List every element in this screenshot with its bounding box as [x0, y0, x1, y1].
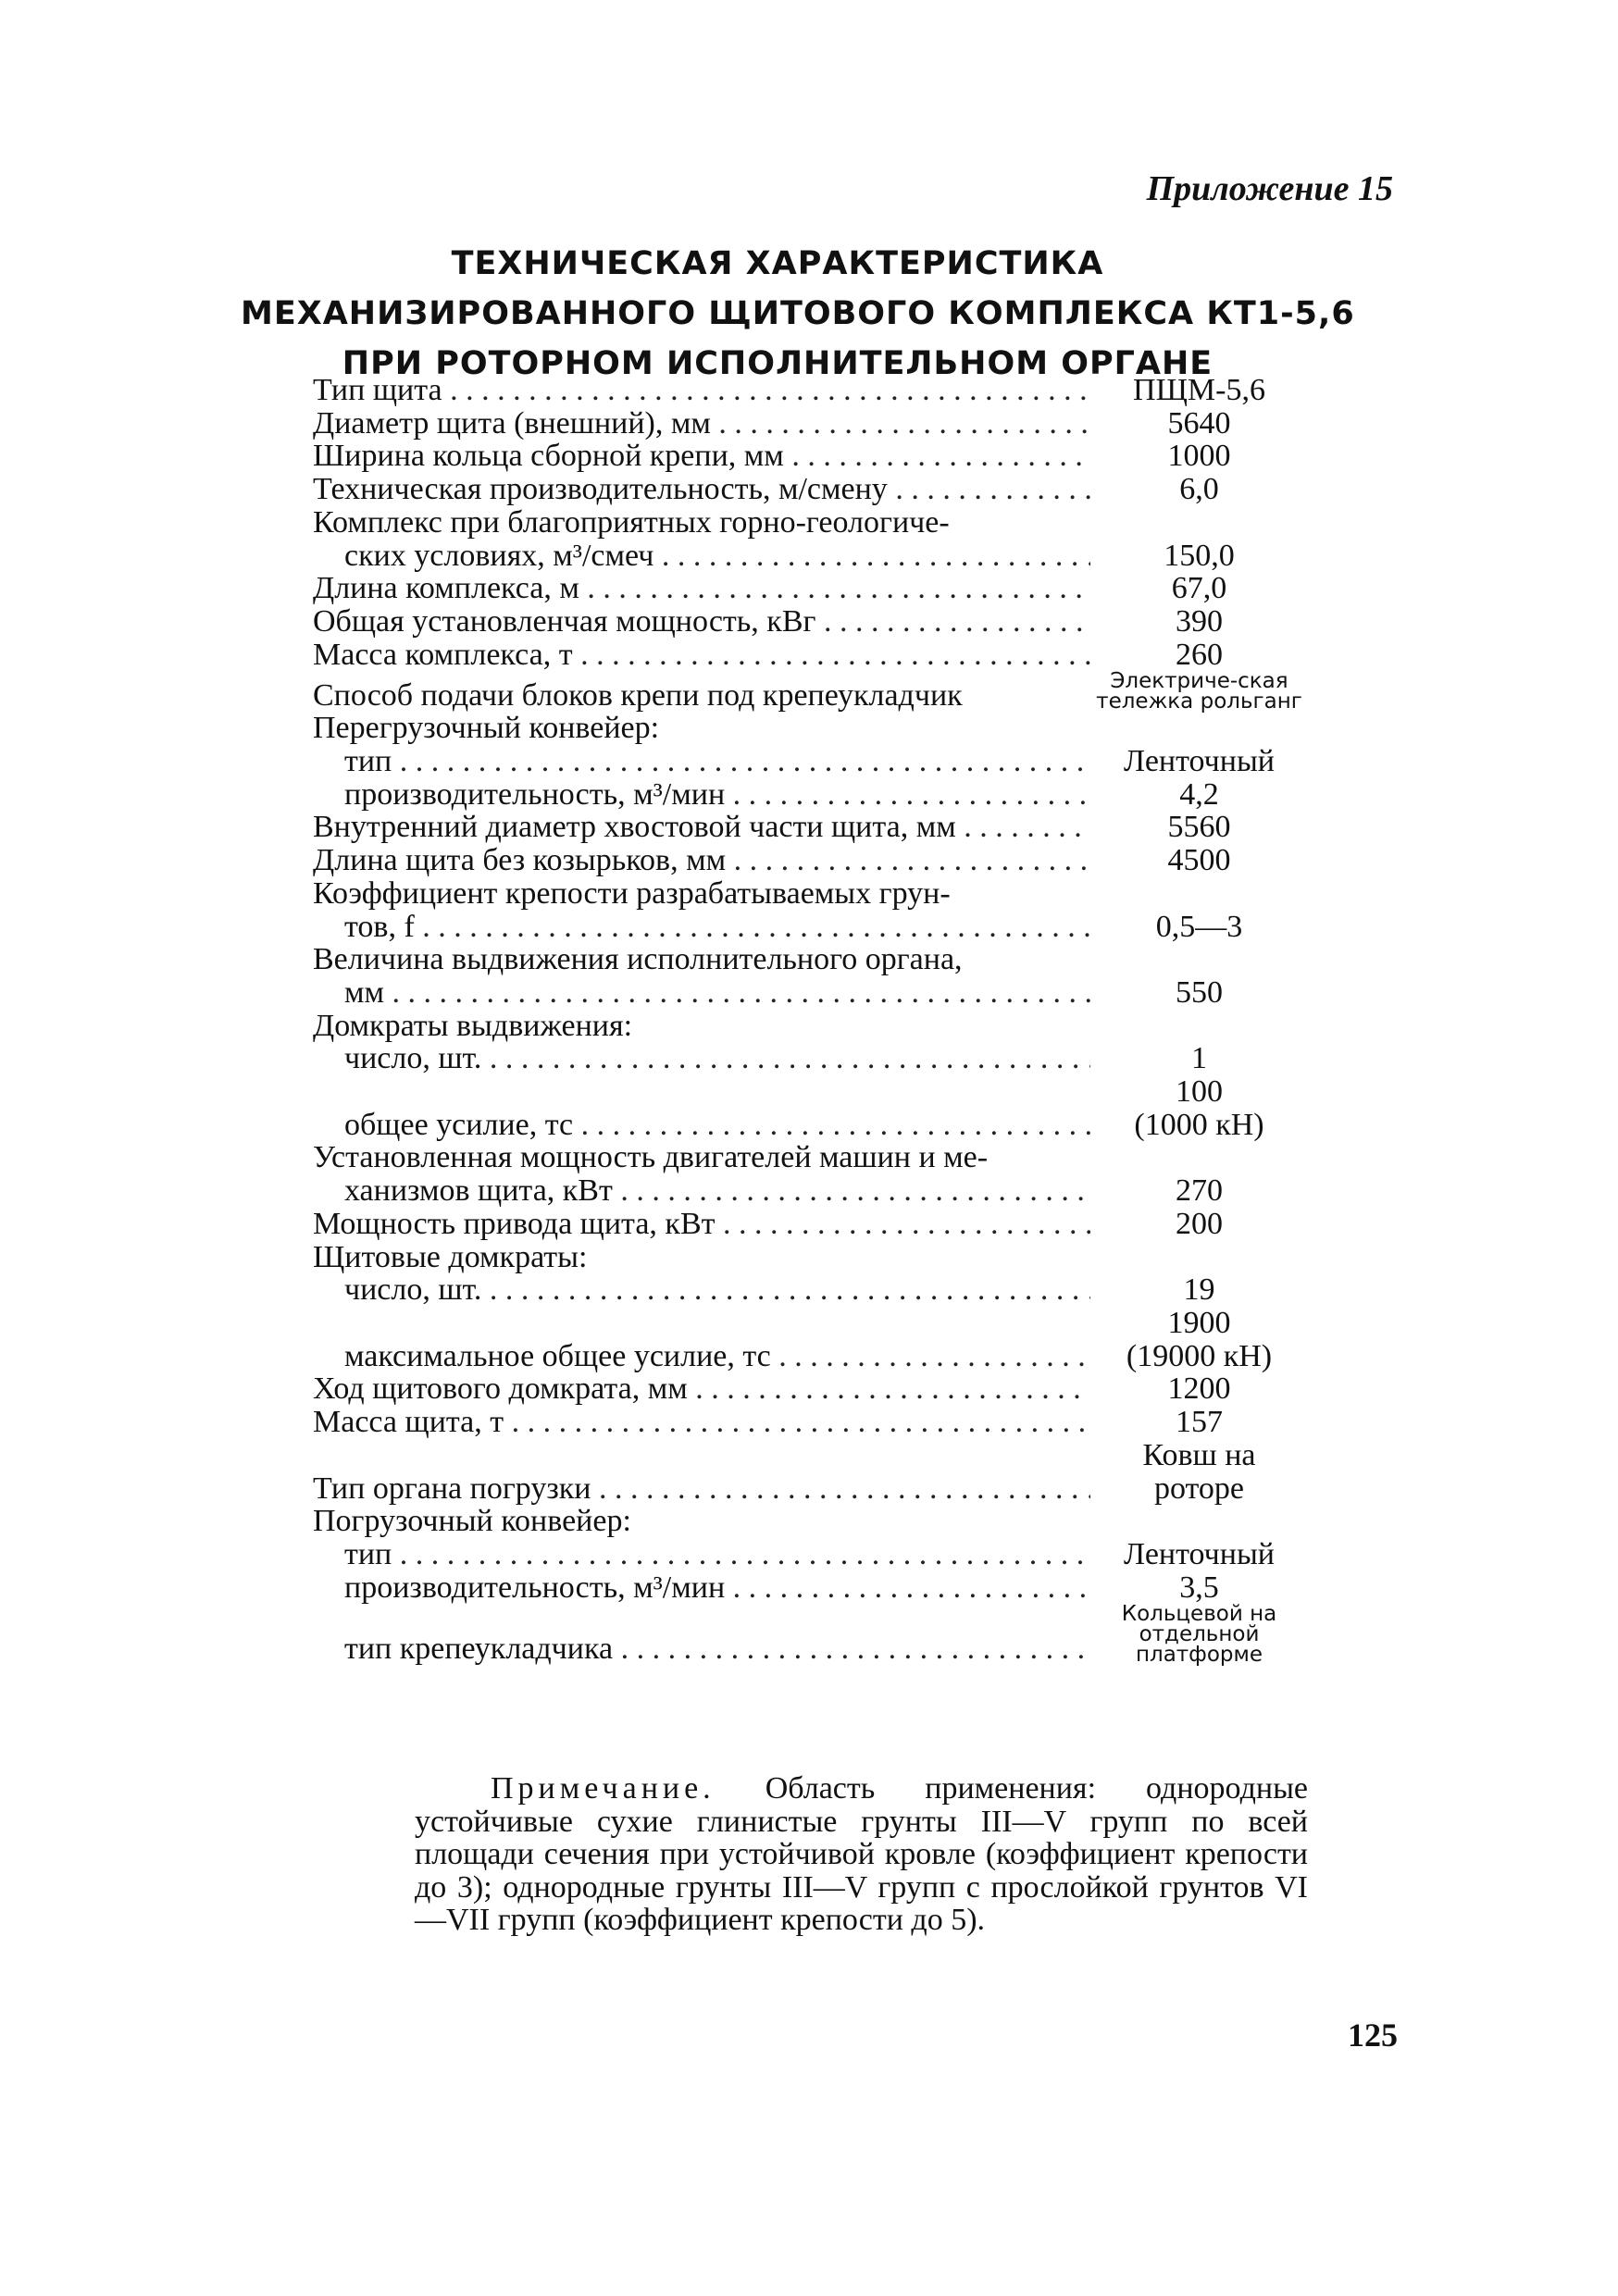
spec-value: 4,2 [1179, 776, 1219, 812]
spec-value [1090, 1075, 1308, 1141]
spec-row-transfer-conveyor-type [313, 745, 1308, 778]
spec-label: тип [344, 745, 392, 778]
spec-row-extension-cont [313, 976, 1308, 1010]
spec-label: Ход щитового домкрата, мм [313, 1372, 688, 1407]
spec-value: ПЩМ-5,6 [1133, 373, 1265, 407]
spec-value: 3,5 [1179, 1570, 1219, 1605]
spec-row-extension [313, 943, 1308, 976]
spec-label: Коэффициент крепости разрабатываемых грун- [313, 876, 951, 911]
spec-label: Длина щита без козырьков, мм [313, 844, 727, 877]
spec-value: 4500 [1167, 843, 1231, 878]
spec-row-loading-organ [313, 1439, 1308, 1505]
spec-row-extension-jacks-force [313, 1075, 1308, 1141]
note-paragraph [415, 1772, 1308, 1937]
spec-row-extension-jacks [313, 1010, 1308, 1043]
spec-value: Электриче-ская тележка рольганг [1096, 669, 1302, 714]
spec-row-erector-type [313, 1602, 1308, 1668]
spec-label: Тип щита [313, 374, 442, 407]
spec-row-strength-coef [313, 877, 1308, 911]
spec-value: 270 [1176, 1173, 1223, 1209]
spec-value-bottom: роторе [1153, 1471, 1245, 1506]
spec-value: 150,0 [1164, 538, 1235, 573]
spec-label: тов, f [344, 910, 415, 944]
spec-value-bottom: (1000 кН) [1134, 1107, 1264, 1142]
spec-row-extension-jacks-count [313, 1042, 1308, 1075]
spec-row-block-supply [313, 671, 1308, 712]
spec-label: производительность, м³/мин [344, 777, 726, 812]
spec-row-jack-stroke [313, 1372, 1308, 1406]
spec-row-strength-coef-cont [313, 911, 1308, 944]
spec-value: 1 [1191, 1041, 1207, 1076]
spec-row-loading-conveyor-productivity [313, 1571, 1308, 1605]
spec-value-bottom: (19000 кН) [1126, 1338, 1273, 1373]
spec-value: 260 [1176, 637, 1223, 672]
spec-row-shield-type [313, 374, 1308, 407]
spec-value: 1000 [1167, 439, 1231, 474]
spec-label: общее усилие, тс [344, 1108, 574, 1142]
spec-list [313, 373, 1308, 1668]
spec-value: 1200 [1167, 1371, 1231, 1407]
spec-row-motor-power-cont [313, 1174, 1308, 1208]
spec-row-complex-length [313, 572, 1308, 605]
spec-row-loading-conveyor [313, 1505, 1308, 1538]
spec-label: Способ подачи блоков крепи под крепеукладчик [313, 678, 963, 713]
spec-value [1090, 1439, 1308, 1505]
spec-row-complex-conditions [313, 506, 1308, 540]
spec-label: Домкраты выдвижения: [313, 1009, 633, 1043]
spec-value: 157 [1176, 1405, 1223, 1440]
spec-row-installed-power [313, 605, 1308, 639]
spec-value: Ленточный [1124, 1536, 1275, 1571]
spec-value-top: Ковш на [1142, 1437, 1256, 1472]
note-text: Область применения: однородные устойчивые сухие глинистые грунты III—V групп по всей площади сечения при устойчивой кровле (коэффициент крепости до 3); однородные грунты III—V групп с прослойкой грунтов VI—VII групп (коэффициент крепости до 5). [415, 1771, 1309, 1937]
spec-row-shield-mass [313, 1406, 1308, 1439]
spec-row-motor-power [313, 1141, 1308, 1174]
title-line-2: МЕХАНИЗИРОВАННОГО ЩИТОВОГО КОМПЛЕКСА КТ1-5,6 [241, 295, 1355, 332]
spec-value: 0,5—3 [1155, 909, 1243, 944]
spec-label: производительность, м³/мин [344, 1570, 726, 1605]
spec-label: число, шт. [344, 1273, 482, 1307]
spec-value: 67,0 [1171, 571, 1227, 606]
spec-row-transfer-conveyor [313, 712, 1308, 745]
spec-label: Техническая производительность, м/смену [313, 473, 888, 506]
spec-row-shield-jacks-count [313, 1273, 1308, 1307]
spec-label: Диаметр щита (внешний), мм [313, 406, 711, 441]
spec-value [1090, 1307, 1308, 1372]
spec-row-ring-width [313, 440, 1308, 473]
note-heading: Примечание. [491, 1771, 716, 1806]
title-line-3: ПРИ РОТОРНОМ ИСПОЛНИТЕЛЬНОМ ОРГАНЕ [342, 345, 1214, 382]
spec-label: Перегрузочный конвейер: [313, 712, 660, 746]
spec-value-top: 1900 [1167, 1305, 1231, 1340]
spec-label: тип [344, 1537, 392, 1571]
title-line-1: ТЕХНИЧЕСКАЯ ХАРАКТЕРИСТИКА [451, 245, 1104, 282]
spec-row-inner-diameter [313, 811, 1308, 844]
spec-row-shield-jacks [313, 1241, 1308, 1274]
spec-row-complex-conditions-cont [313, 540, 1308, 573]
spec-label: Масса комплекса, т [313, 638, 573, 672]
spec-row-shield-jacks-force [313, 1307, 1308, 1372]
spec-row-loading-conveyor-type [313, 1538, 1308, 1571]
spec-row-productivity [313, 473, 1308, 506]
spec-label: Величина выдвижения исполнительного органа, [313, 943, 963, 976]
spec-label: Тип органа погрузки [313, 1471, 591, 1506]
spec-label: ханизмов щита, кВт [344, 1174, 613, 1208]
spec-value: Ленточный [1124, 744, 1275, 779]
spec-value: 19 [1183, 1272, 1215, 1308]
spec-row-transfer-conveyor-productivity [313, 778, 1308, 812]
document-title [241, 239, 1355, 389]
spec-value: 550 [1176, 974, 1223, 1010]
spec-value-top: 100 [1176, 1074, 1223, 1110]
spec-value: 6,0 [1179, 472, 1219, 507]
spec-label: тип крепеукладчика [344, 1632, 614, 1666]
spec-label: мм [344, 975, 385, 1010]
spec-row-drive-power [313, 1208, 1308, 1241]
spec-label: Погрузочный конвейер: [313, 1505, 631, 1538]
spec-value: 5640 [1167, 405, 1231, 441]
spec-label: Внутренний диаметр хвостовой части щита, мм [313, 811, 956, 845]
spec-value: 390 [1176, 603, 1223, 639]
spec-label: Мощность привода щита, кВт [313, 1207, 716, 1241]
spec-row-shield-length [313, 844, 1308, 877]
spec-value: 200 [1176, 1206, 1223, 1241]
page-number: 125 [1348, 2017, 1398, 2054]
spec-label: Комплекс при благоприятных горно-геологиче- [313, 505, 950, 540]
spec-label: Длина комплекса, м [313, 572, 579, 605]
spec-row-diameter [313, 407, 1308, 441]
spec-row-complex-mass [313, 639, 1308, 672]
spec-label: число, шт. [344, 1042, 482, 1076]
spec-label: ских условиях, м³/смеч [344, 539, 654, 573]
spec-value: 5560 [1167, 810, 1231, 845]
spec-value: Кольцевой на отдельной платформе [1121, 1602, 1277, 1668]
appendix-label: Приложение 15 [1146, 169, 1393, 208]
spec-label: максимальное общее усилие, тс [344, 1339, 771, 1373]
spec-label: Установленная мощность двигателей машин и ме- [313, 1141, 989, 1175]
spec-label: Масса щита, т [313, 1406, 504, 1439]
spec-label: Общая установленчая мощность, кВг [313, 604, 816, 639]
spec-label: Щитовые домкраты: [313, 1240, 588, 1274]
spec-label: Ширина кольца сборной крепи, мм [313, 440, 784, 474]
